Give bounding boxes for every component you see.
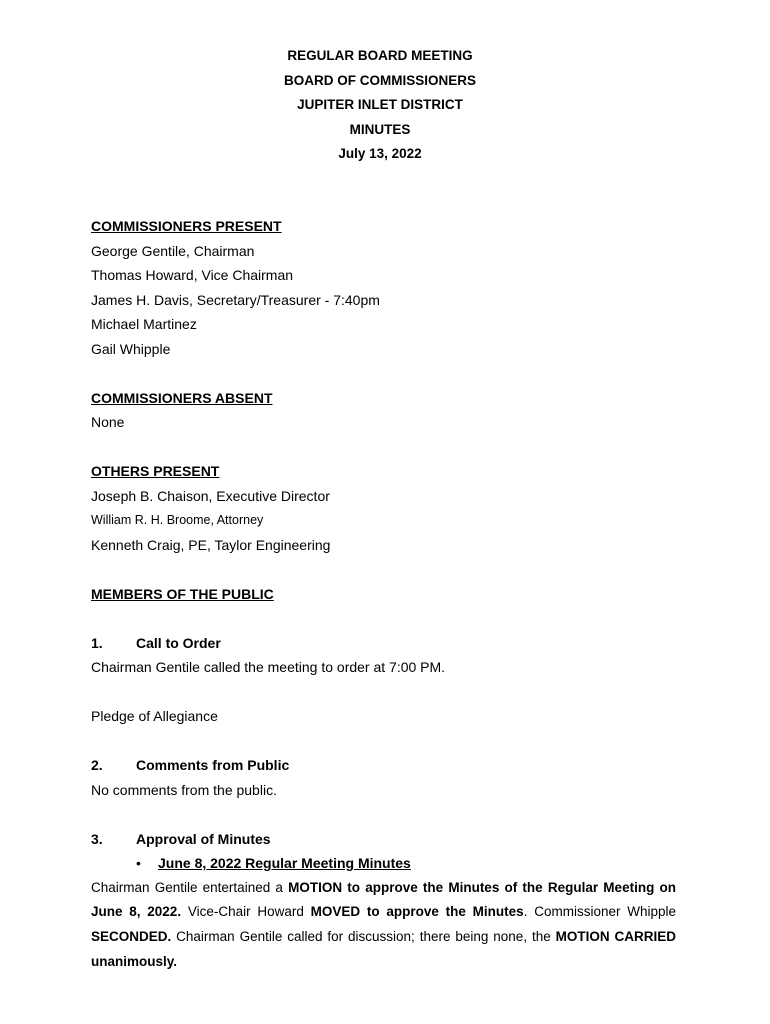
section-2-heading [91, 753, 676, 778]
board-name: BOARD OF COMMISSIONERS [283, 72, 476, 88]
motion-paragraph [91, 876, 676, 975]
bullet-item [91, 851, 676, 876]
document-body [91, 214, 676, 975]
motion-text: Vice-Chair Howard [181, 904, 311, 920]
section-number: 1. [91, 634, 103, 651]
meeting-date: July 13, 2022 [338, 146, 422, 161]
bullet-text: June 8, 2022 Regular Meeting Minutes [158, 855, 411, 871]
others-heading: OTHERS PRESENT [91, 463, 220, 479]
section-title: Comments from Public [136, 757, 290, 773]
motion-text: Chairman Gentile entertained a [91, 879, 289, 895]
section-2-text: No comments from the public. [91, 781, 277, 798]
document-type: MINUTES [349, 121, 411, 137]
section-1-text: Chairman Gentile called the meeting to order at 7:00 PM. [91, 659, 446, 675]
absent-item: None [91, 414, 125, 430]
pledge-text: Pledge of Allegiance [91, 708, 218, 724]
motion-text: Chairman Gentile called for discussion; there being none, the [171, 929, 556, 945]
motion-bold: MOTION CARRIED unanimously. [91, 929, 676, 969]
present-item: James H. Davis, Secretary/Treasurer - 7:40pm [91, 291, 380, 308]
district-name: JUPITER INLET DISTRICT [297, 97, 463, 112]
section-number: 2. [91, 757, 103, 773]
public-heading: MEMBERS OF THE PUBLIC [91, 585, 274, 602]
others-item: Joseph B. Chaison, Executive Director [91, 487, 330, 504]
present-item: George Gentile, Chairman [91, 242, 255, 259]
absent-heading: COMMISSIONERS ABSENT [91, 389, 273, 406]
motion-bold: MOTION to approve the Minutes of the Regular Meeting on June 8, 2022. [91, 879, 676, 920]
others-item: William R. H. Broome, Attorney [91, 513, 264, 527]
bullet-icon: • [136, 855, 141, 871]
document-header [0, 44, 760, 167]
motion-text: . Commissioner Whipple [523, 904, 676, 920]
present-item: Michael Martinez [91, 316, 197, 332]
present-heading: COMMISSIONERS PRESENT [91, 218, 282, 234]
section-number: 3. [91, 830, 103, 847]
others-item: Kenneth Craig, PE, Taylor Engineering [91, 536, 331, 553]
present-item: Thomas Howard, Vice Chairman [91, 267, 294, 283]
motion-bold: SECONDED. [91, 929, 172, 945]
section-title: Call to Order [136, 634, 221, 651]
section-1-heading [91, 631, 676, 656]
section-title: Approval of Minutes [136, 830, 271, 847]
section-3-heading [91, 827, 676, 852]
meeting-type: REGULAR BOARD MEETING [287, 48, 473, 63]
present-item: Gail Whipple [91, 340, 171, 357]
motion-bold: MOVED to approve the Minutes [310, 904, 524, 920]
